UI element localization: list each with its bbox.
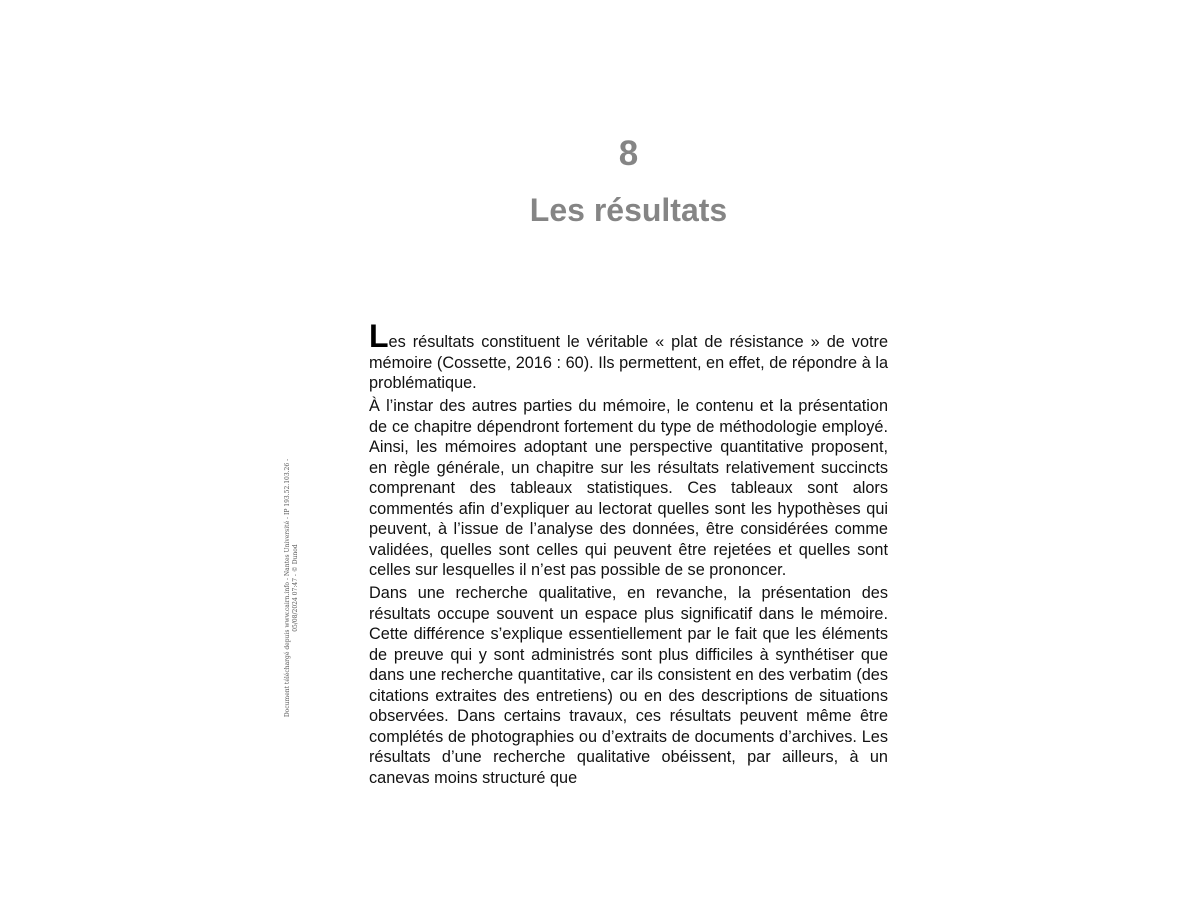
paragraph-1 — [369, 318, 888, 394]
paragraph-3: Dans une recherche qualitative, en revanche, la présentation des résultats occupe souvent un espace plus significatif dans le mémoire. Cette différence s’explique essentiellement par le fait que les éléments de preuve qui y sont administrés sont plus difficiles à synthétiser que dans une recherche quantitative, car ils consistent en des verbatim (des citations extraites des entretiens) ou en des descriptions de situations observées. Dans certains travaux, ces résultats peuvent même être complétés de photographies ou d’extraits de documents d’archives. Les résultats d’une recherche qualitative obéissent, par ailleurs, à un canevas moins structuré que — [369, 584, 888, 787]
chapter-body — [369, 318, 888, 791]
paragraph-1-text: es résultats constituent le véritable « plat de résistance » de votre mémoire (Cossette, 2016 : 60). Ils permettent, en effet, de répondre à la problématique. — [369, 333, 888, 392]
dropcap-letter: L — [369, 318, 389, 354]
paragraph-2: À l’instar des autres parties du mémoire, le contenu et la présentation de ce chapitre dépendront fortement du type de méthodologie employé. Ainsi, les mémoires adoptant une perspective quantitative proposent, en règle générale, un chapitre sur les résultats relativement succincts comprenant des tableaux statistiques. Ces tableaux sont alors commentés afin d’expliquer au lectorat quelles sont les hypothèses qui peuvent, à l’issue de l’analyse des données, être considérées comme validées, quelles sont celles qui peuvent être rejetées et quelles sont celles sur lesquelles il n’est pas possible de se prononcer. — [369, 397, 888, 579]
chapter-number: 8 — [618, 134, 639, 173]
download-watermark: Document téléchargé depuis www.cairn.info - Nantes Université - IP 193.52.103.26 - 05/08/2024 07:47 - © Dunod — [284, 458, 299, 718]
chapter-title: Les résultats — [529, 192, 728, 228]
